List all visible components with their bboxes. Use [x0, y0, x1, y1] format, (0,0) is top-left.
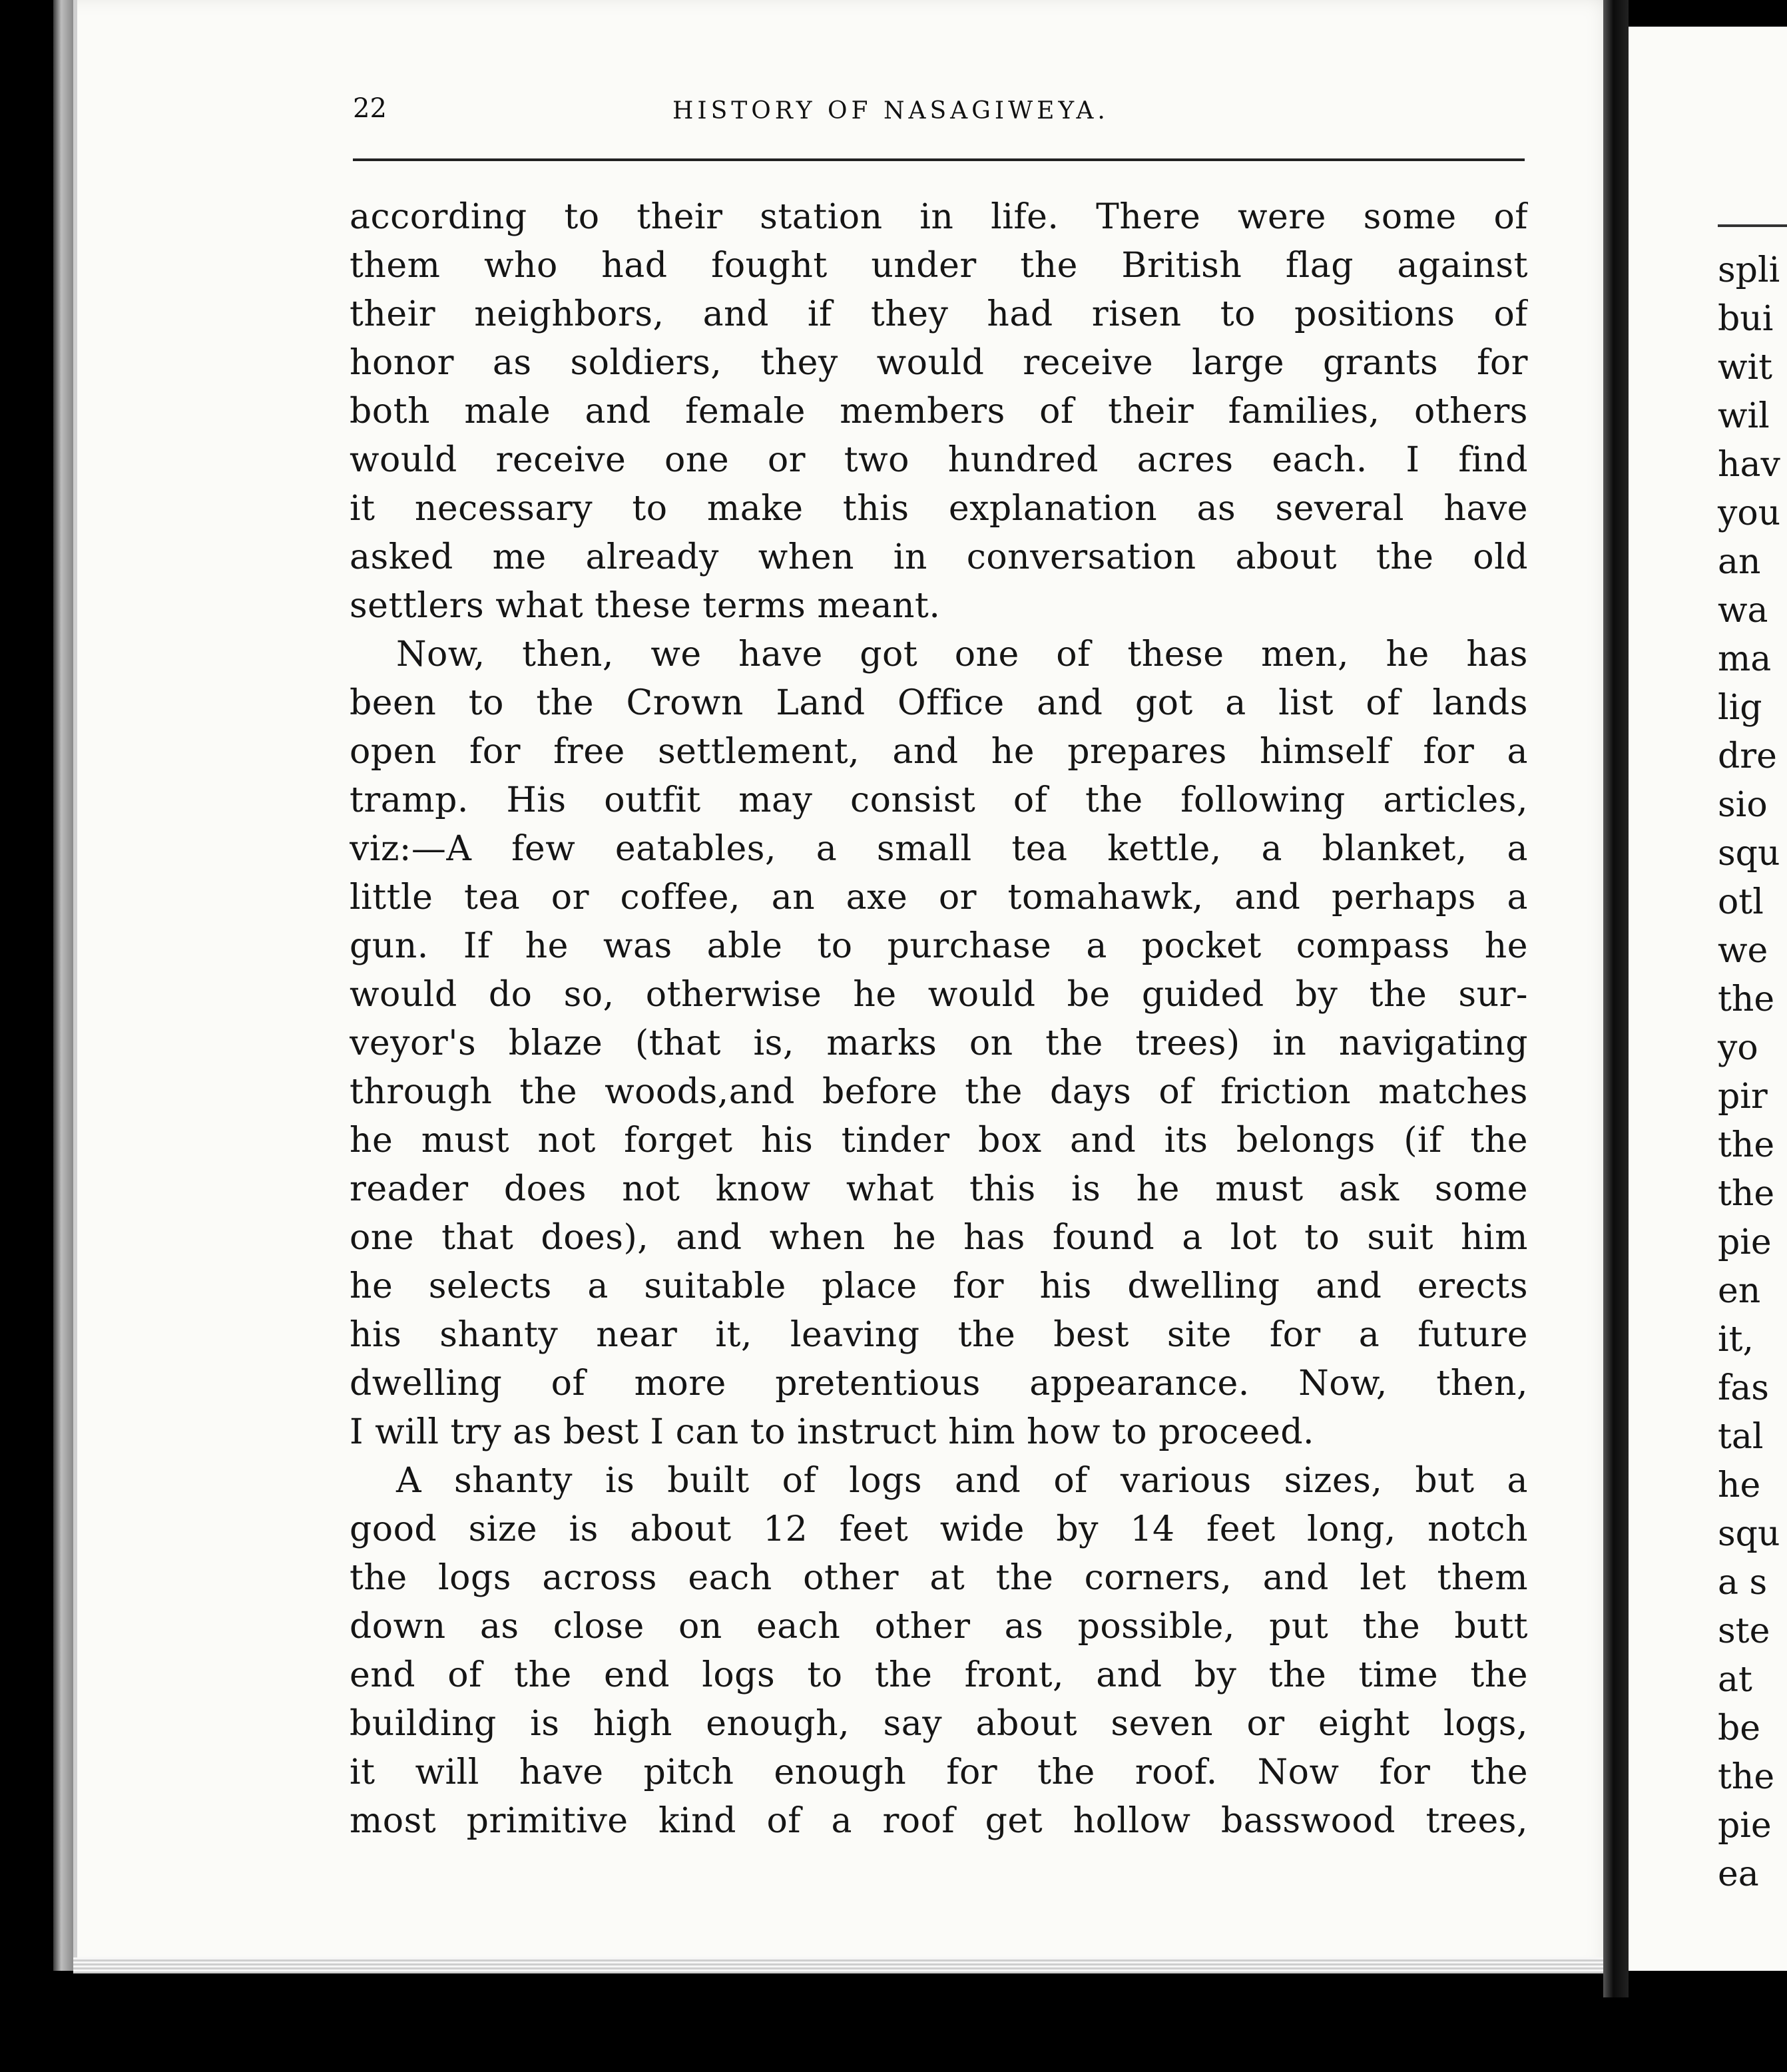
text-line: dwelling of more pretentious appearance. Now, then, [350, 1364, 1528, 1404]
right-page-fragment: pie [1718, 1222, 1772, 1262]
right-page-fragment: otl [1718, 882, 1764, 922]
text-line: good size is about 12 feet wide by 14 feet long, notch [350, 1509, 1528, 1549]
right-page-fragment: the [1718, 1125, 1775, 1165]
text-line: I will try as best I can to instruct him how to proceed. [350, 1412, 1315, 1452]
text-line: he must not forget his tinder box and its belongs (if the [350, 1121, 1528, 1161]
right-page-fragment: ea [1718, 1854, 1759, 1894]
text-line: through the woods,and before the days of friction matches [350, 1072, 1528, 1112]
right-page-fragment: the [1718, 1174, 1775, 1214]
text-line: honor as soldiers, they would receive large grants for [350, 343, 1528, 383]
right-page-fragment: you [1718, 493, 1781, 533]
text-line: end of the end logs to the front, and by the time the [350, 1655, 1528, 1695]
right-page-fragment: the [1718, 1757, 1775, 1797]
right-page-fragment: pir [1718, 1077, 1768, 1117]
text-line: their neighbors, and if they had risen to positions of [350, 294, 1528, 334]
text-line: gun. If he was able to purchase a pocket compass he [350, 926, 1528, 966]
right-page-fragment: bui [1718, 299, 1774, 339]
right-page-fragment: he [1718, 1465, 1761, 1505]
right-page-fragment: be [1718, 1708, 1761, 1748]
text-line: asked me already when in conversation about the old [350, 537, 1528, 577]
text-line: settlers what these terms meant. [350, 586, 941, 626]
right-page-fragment: lig [1718, 688, 1762, 728]
right-page-fragment: fas [1718, 1368, 1769, 1408]
right-page-fragment: an [1718, 542, 1761, 582]
text-line: most primitive kind of a roof get hollow basswood trees, [350, 1801, 1528, 1841]
text-line: little tea or coffee, an axe or tomahawk, and perhaps a [350, 878, 1528, 917]
text-line: his shanty near it, leaving the best site for a future [350, 1315, 1528, 1355]
right-page-fragment: spli [1718, 250, 1780, 290]
text-line: the logs across each other at the corners, and let them [350, 1558, 1528, 1598]
right-page-fragment: wil [1718, 396, 1770, 436]
right-page-fragment: yo [1718, 1028, 1758, 1068]
text-line: both male and female members of their families, others [350, 391, 1528, 431]
right-page-fragment: squ [1718, 1514, 1780, 1554]
text-line: veyor's blaze (that is, marks on the trees) in navigating [350, 1023, 1528, 1063]
text-line: open for free settlement, and he prepares himself for a [350, 732, 1528, 772]
text-line: one that does), and when he has found a lot to suit him [350, 1218, 1528, 1258]
right-page-fragment: we [1718, 931, 1768, 971]
right-page-fragment: pie [1718, 1806, 1772, 1846]
text-line: been to the Crown Land Office and got a list of lands [350, 683, 1528, 723]
text-line: he selects a suitable place for his dwelling and erects [350, 1266, 1528, 1306]
right-page-fragment: wit [1718, 348, 1773, 388]
text-line: it will have pitch enough for the roof. Now for the [350, 1752, 1528, 1792]
page-edges [73, 1957, 1618, 1973]
right-page-fragment: it, [1718, 1320, 1754, 1360]
book-gutter [1603, 0, 1629, 1997]
right-page-fragment: ste [1718, 1611, 1770, 1651]
right-page-fragment: en [1718, 1271, 1761, 1311]
right-page-fragment: sio [1718, 785, 1768, 825]
right-page-fragment: dre [1718, 736, 1777, 776]
text-line: building is high enough, say about seven or eight logs, [350, 1704, 1528, 1744]
right-page-fragment: the [1718, 979, 1775, 1019]
text-line: would do so, otherwise he would be guided by the sur- [350, 975, 1528, 1015]
right-page-fragment: a s [1718, 1563, 1768, 1603]
running-title: HISTORY OF NASAGIWEYA. [672, 97, 1109, 125]
text-line: Now, then, we have got one of these men, he has [396, 635, 1528, 674]
text-line: according to their station in life. There were some of [350, 197, 1528, 237]
page-number: 22 [353, 93, 387, 124]
header-rule [353, 158, 1525, 161]
right-page-fragment: squ [1718, 834, 1780, 874]
body-text [350, 193, 1528, 1846]
right-page-fragment: ma [1718, 639, 1772, 679]
text-line: them who had fought under the British flag against [350, 246, 1528, 286]
text-line: it necessary to make this explanation as several have [350, 489, 1528, 529]
right-page-rule [1718, 224, 1787, 227]
right-page-fragment: wa [1718, 591, 1768, 631]
text-line: reader does not know what this is he must ask some [350, 1169, 1528, 1209]
text-line: down as close on each other as possible, put the butt [350, 1607, 1528, 1647]
right-page-text [1718, 246, 1780, 1899]
text-line: tramp. His outfit may consist of the following articles, [350, 780, 1528, 820]
right-page-fragment: hav [1718, 445, 1780, 485]
book-binding [53, 0, 73, 1971]
right-page-fragment: tal [1718, 1417, 1764, 1457]
text-line: viz:—A few eatables, a small tea kettle, a blanket, a [350, 829, 1528, 869]
text-line: A shanty is built of logs and of various sizes, but a [396, 1461, 1528, 1501]
text-line: would receive one or two hundred acres each. I find [350, 440, 1528, 480]
right-page-fragment: at [1718, 1660, 1752, 1700]
